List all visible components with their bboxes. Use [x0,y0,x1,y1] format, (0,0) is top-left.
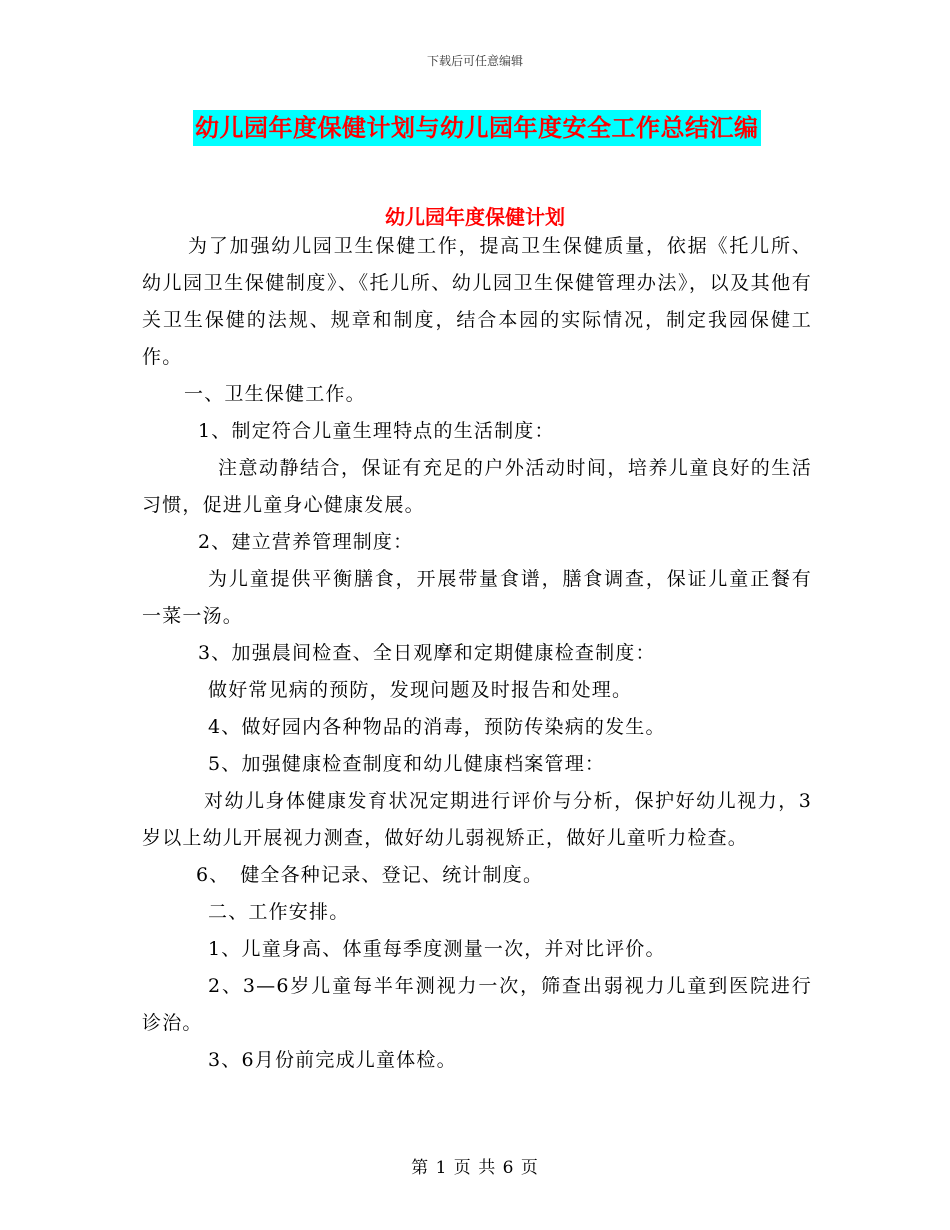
item-1-body: 注意动静结合，保证有充足的户外活动时间，培养儿童良好的生活习惯，促进儿童身心健康发展。 [142,457,812,516]
intro-paragraph: 为了加强幼儿园卫生保健工作，提高卫生保健质量，依据《托儿所、幼儿园卫生保健制度》、《托儿所、幼儿园卫生保健管理办法》，以及其他有关卫生保健的法规、规章和制度，结合本园的实际情况，制定我园保健工作。 [142,235,812,368]
item-3-heading: 3、加强晨间检查、全日观摩和定期健康检查制度： [198,642,656,664]
page-footer: 第 1 页 共 6 页 [411,1158,539,1178]
arrangement-3: 3、6月份前完成儿童体检。 [208,1049,457,1071]
header-note: 下载后可任意编辑 [426,54,523,68]
arrangement-1: 1、儿童身高、体重每季度测量一次，并对比评价。 [208,938,666,960]
item-4: 4、做好园内各种物品的消毒，预防传染病的发生。 [208,716,666,738]
heading-health-work: 一、卫生保健工作。 [184,383,366,405]
section-title: 幼儿园年度保健计划 [385,205,565,229]
item-6: 6、 健全各种记录、登记、统计制度。 [196,864,544,886]
arrangement-2: 2、3—6岁儿童每半年测视力一次，筛查出弱视力儿童到医院进行诊治。 [142,975,812,1034]
heading-work-arrangement: 二、工作安排。 [208,901,350,923]
item-3-body: 做好常见病的预防，发现问题及时报告和处理。 [208,679,633,701]
document-body [142,228,812,1079]
item-5-body: 对幼儿身体健康发育状况定期进行评价与分析，保护好幼儿视力，3岁以上幼儿开展视力测查，做好幼儿弱视矫正，做好儿童听力检查。 [142,790,812,849]
item-5-heading: 5、加强健康检查制度和幼儿健康档案管理： [208,753,606,775]
item-1-heading: 1、制定符合儿童生理特点的生活制度： [198,420,555,442]
item-2-heading: 2、建立营养管理制度： [198,531,414,553]
item-2-body: 为儿童提供平衡膳食，开展带量食谱，膳食调查，保证儿童正餐有一菜一汤。 [142,568,812,627]
document-title: 幼儿园年度保健计划与幼儿园年度安全工作总结汇编 [193,110,761,146]
